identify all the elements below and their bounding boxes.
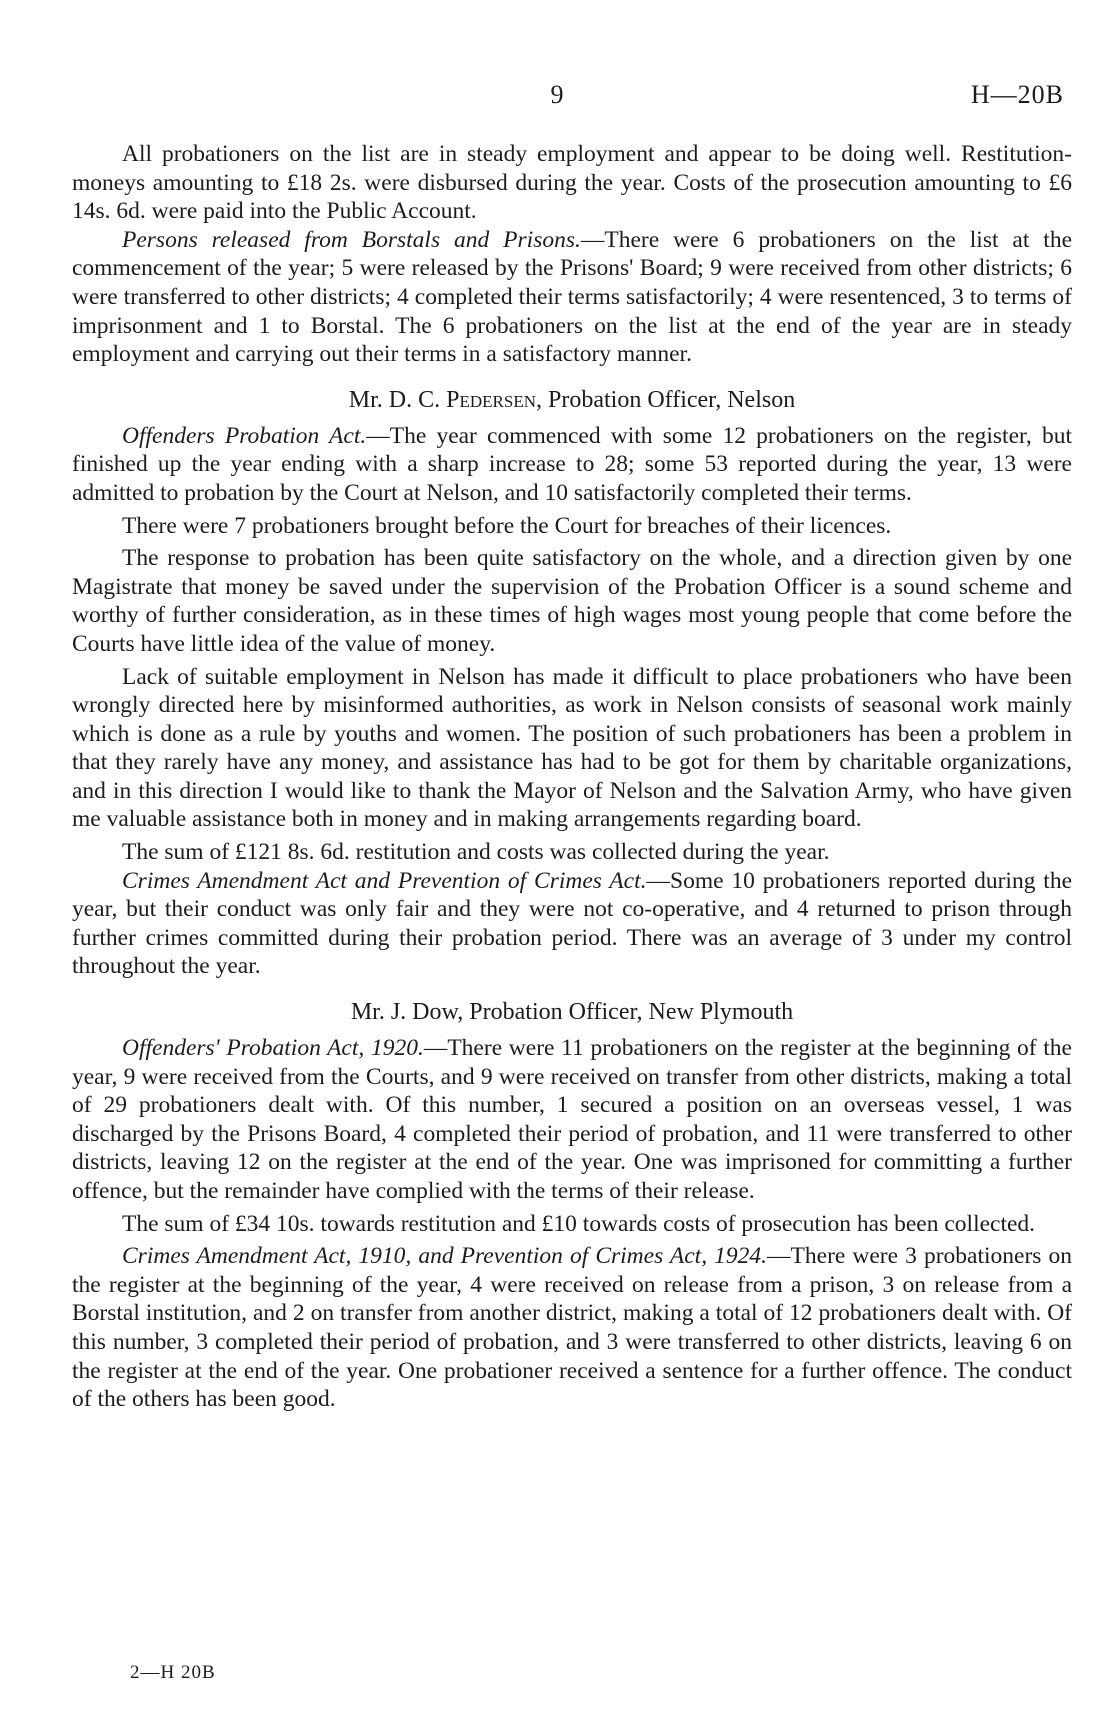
newplymouth-crimes-heading: Crimes Amendment Act, 1910, and Prevention of Crimes Act, 1924. xyxy=(122,1243,768,1270)
newplymouth-act-text: —There were 11 probationers on the register at the beginning of the year, 9 were received from the Courts, and 9 were received on transfer from other districts, making a total of 29 probationers dealt with. Of this number, 1 secured a position on an overseas vessel, 1 was discharged by the Prisons Board, 4 completed their period of probation, and 11 were transferred to other districts, leaving 12 on the register at the end of the year. One was imprisoned for committing a further offence, but the remainder have complied with the terms of their release. xyxy=(72,1035,1072,1204)
intro-paragraph: All probationers on the list are in steady employment and appear to be doing well. Restitution-moneys amounting to £18 2s. were disbursed during the year. Costs of the prosecution amounting to £6 14s. 6d. were paid into the Public Account. xyxy=(72,141,1072,225)
nelson-section-title xyxy=(72,387,1072,414)
borstals-heading: Persons released from Borstals and Prisons. xyxy=(122,226,581,253)
footer-signature: 2—H 20B xyxy=(130,1662,216,1683)
borstals-paragraph xyxy=(72,226,1072,369)
nelson-title-prefix: Mr. D. C. xyxy=(348,386,447,413)
nelson-act-text: —The year commenced with some 12 probationers on the register, but finished up the year ending with a sharp increase to 28; some 53 reported during the year, 13 were admitted to probation by the Court at Nelson, and 10 satisfactorily completed their terms. xyxy=(72,422,1072,506)
nelson-title-suffix: , Probation Officer, Nelson xyxy=(536,386,796,413)
nelson-officer-name: Pedersen xyxy=(446,386,536,413)
newplymouth-crimes-text: —There were 3 probationers on the register at the beginning of the year, 4 were received on release from a prison, 3 on release from a Borstal institution, and 2 on transfer from another district, making a total of 12 probationers dealt with. Of this number, 3 completed their period of probation, and 3 were transferred to other districts, leaving 6 on the register at the end of the year. One probationer received a sentence for a further offence. The conduct of the others has been good. xyxy=(72,1243,1072,1413)
nelson-sum-paragraph: The sum of £121 8s. 6d. restitution and costs was collected during the year. xyxy=(122,839,830,866)
newplymouth-sum-paragraph: The sum of £34 10s. towards restitution and £10 towards costs of prosecution has been collected. xyxy=(122,1210,1036,1237)
newplymouth-crimes-paragraph xyxy=(72,1242,1072,1414)
newplymouth-act-paragraph xyxy=(72,1034,1072,1206)
nelson-employment-paragraph: Lack of suitable employment in Nelson has made it difficult to place probationers who have been wrongly directed here by misinformed authorities, as work in Nelson consists of seasonal work mainly which is done as a rule by youths and women. The position of such probationers has been a problem in that they rarely have any money, and assistance has had to be got for them by charitable organizations, and in this direction I would like to thank the Mayor of Nelson and the Salvation Army, who have given me valuable assistance both in money and in making arrangements regarding board. xyxy=(72,663,1072,833)
nelson-breaches-paragraph: There were 7 probationers brought before the Court for breaches of their licences. xyxy=(122,512,892,539)
nelson-crimes-heading: Crimes Amendment Act and Prevention of Crimes Act. xyxy=(122,867,647,894)
borstals-text: —There were 6 probationers on the list at the commencement of the year; 5 were released by the Prisons' Board; 9 were received from other districts; 6 were transferred to other districts; 4 completed their terms satisfactorily; 4 were resentenced, 3 to terms of imprisonment and 1 to Borstal. The 6 probationers on the list at the end of the year are in steady employment and carrying out their terms in a satisfactory manner. xyxy=(72,226,1072,368)
nelson-act-heading: Offenders Probation Act. xyxy=(122,422,367,449)
nelson-response-paragraph: The response to probation has been quite satisfactory on the whole, and a direction given by one Magistrate that money be saved under the supervision of the Probation Officer is a sound scheme and worthy of further consideration, as in these times of high wages most young people that come before the Courts have little idea of the value of money. xyxy=(72,545,1072,657)
document-reference: H—20B xyxy=(970,80,1064,109)
nelson-act-paragraph xyxy=(72,422,1072,508)
document-body xyxy=(72,140,1072,1414)
newplymouth-act-heading: Offenders' Probation Act, 1920. xyxy=(122,1035,424,1062)
page-number: 9 xyxy=(550,80,564,109)
nelson-crimes-text: —Some 10 probationers reported during the year, but their conduct was only fair and they were not co-operative, and 4 returned to prison through further crimes committed during their probation period. There was an average of 3 under my control throughout the year. xyxy=(72,867,1072,980)
newplymouth-section-title: Mr. J. Dow, Probation Officer, New Plymouth xyxy=(350,999,794,1026)
nelson-crimes-paragraph xyxy=(72,867,1072,981)
